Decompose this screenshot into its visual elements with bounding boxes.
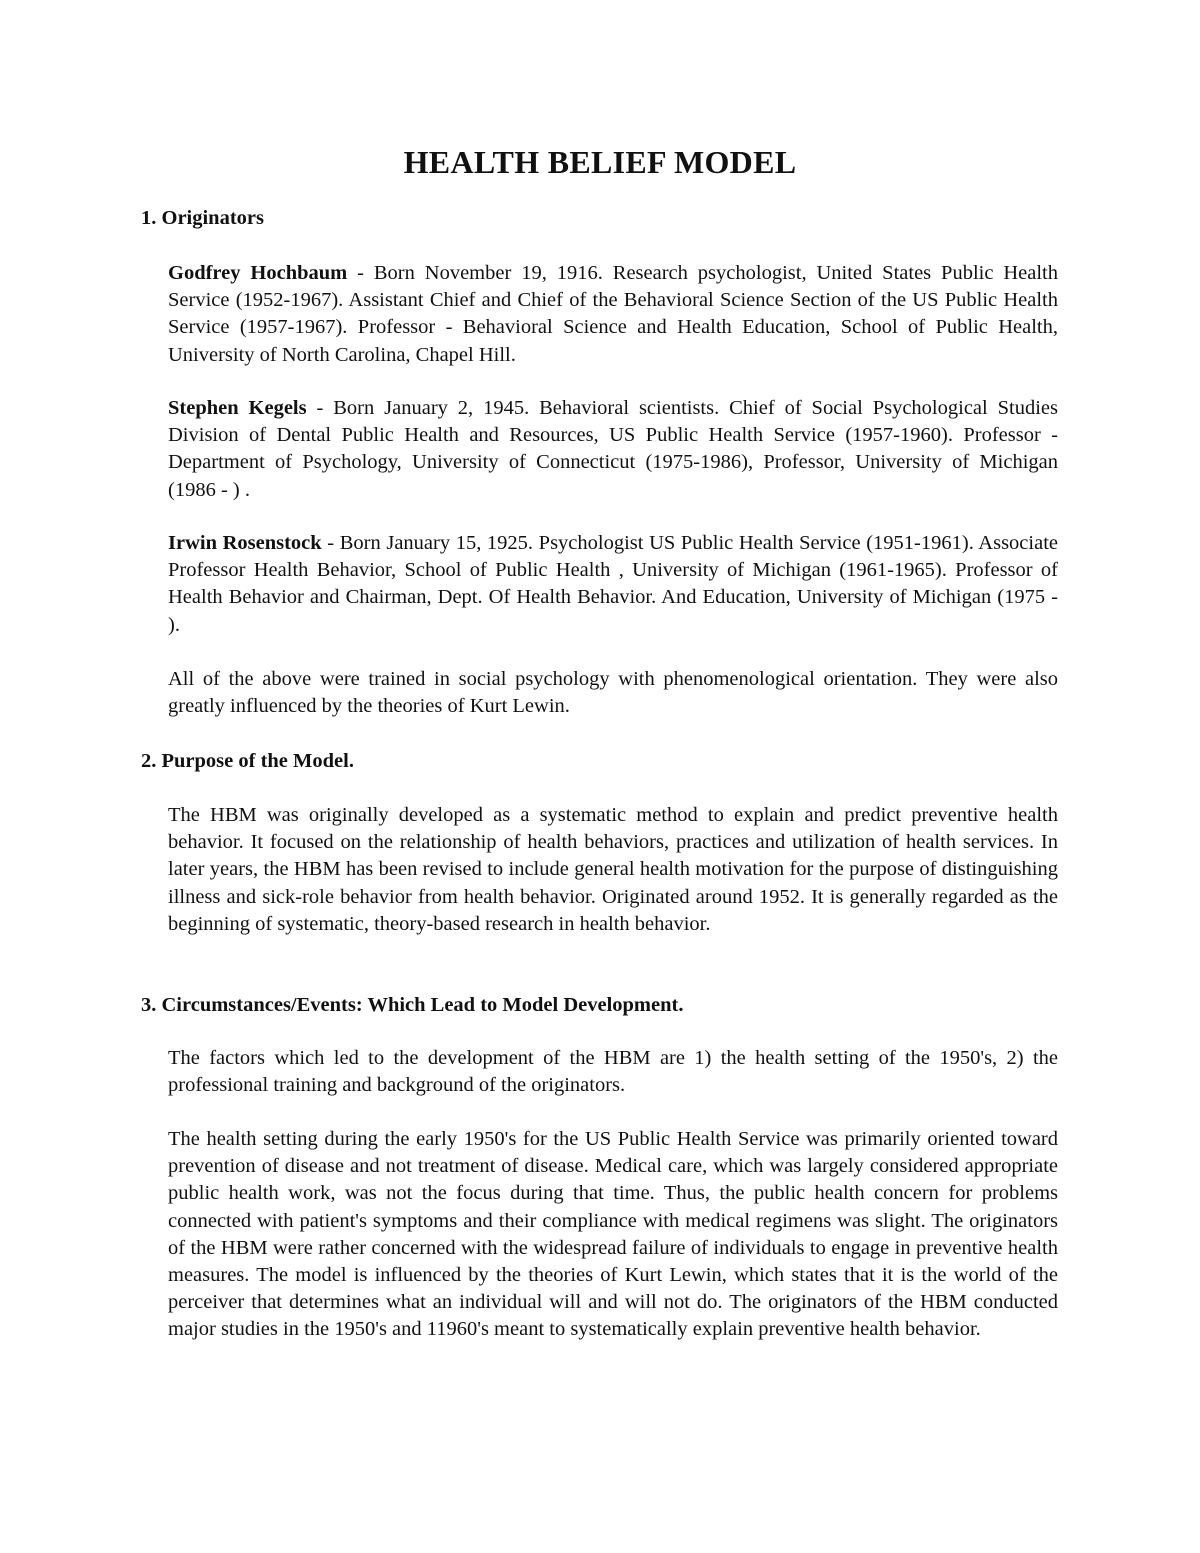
document-title: HEALTH BELIEF MODEL bbox=[403, 144, 797, 180]
paragraph-factors: The factors which led to the development of the HBM are 1) the health setting of the 1950's, 2) the professional training and background of the originators. bbox=[168, 1047, 1058, 1097]
originator-name: Irwin Rosenstock bbox=[168, 532, 322, 554]
originator-name: Stephen Kegels bbox=[168, 397, 307, 419]
section-heading-originators: 1. Originators bbox=[141, 207, 264, 229]
paragraph-health-setting: The health setting during the early 1950's for the US Public Health Service was primarily oriented toward prevention of disease and not treatment of disease. Medical care, which was largely considered appropriate public health work, was not the focus during that time. Thus, the public health concern for problems connected with patient's symptoms and their compliance with medical regimens was slight. The originators of the HBM were rather concerned with the widespread failure of individuals to engage in preventive health measures. The model is influenced by the theories of Kurt Lewin, which states that it is the world of the perceiver that determines what an individual will and will not do. The originators of the HBM conducted major studies in the 1950's and 11960's meant to systematically explain preventive health behavior. bbox=[168, 1128, 1058, 1341]
originator-bio: - Born January 15, 1925. Psychologist US Public Health Service (1951-1961). Associate Professor Health Behavior, School of Public Health , University of Michigan (1961-1965). Professor of Health Behavior and Chairman, Dept. Of Health Behavior. And Education, University of Michigan (1975 - ). bbox=[168, 532, 1058, 636]
section-heading-purpose: 2. Purpose of the Model. bbox=[141, 750, 354, 772]
paragraph-hochbaum bbox=[168, 260, 1058, 369]
originator-bio: - Born January 2, 1945. Behavioral scientists. Chief of Social Psychological Studies Division of Dental Public Health and Resources, US Public Health Service (1957-1960). Professor - Department of Psychology, University of Connecticut (1975-1986), Professor, University of Michigan (1986 - ) . bbox=[168, 397, 1058, 501]
section-heading-circumstances: 3. Circumstances/Events: Which Lead to Model Development. bbox=[141, 994, 684, 1016]
paragraph-training-summary: All of the above were trained in social psychology with phenomenological orientation. They were also greatly influenced by the theories of Kurt Lewin. bbox=[168, 668, 1058, 718]
paragraph-rosenstock bbox=[168, 530, 1058, 639]
originator-bio: - Born November 19, 1916. Research psychologist, United States Public Health Service (1952-1967). Assistant Chief and Chief of the Behavioral Science Section of the US Public Health Service (1957-1967). Professor - Behavioral Science and Health Education, School of Public Health, University of North Carolina, Chapel Hill. bbox=[168, 262, 1058, 366]
paragraph-purpose: The HBM was originally developed as a systematic method to explain and predict preventive health behavior. It focused on the relationship of health behaviors, practices and utilization of health services. In later years, the HBM has been revised to include general health motivation for the purpose of distinguishing illness and sick-role behavior from health behavior. Originated around 1952. It is generally regarded as the beginning of systematic, theory-based research in health behavior. bbox=[168, 804, 1058, 935]
paragraph-kegels bbox=[168, 395, 1058, 504]
originator-name: Godfrey Hochbaum bbox=[168, 262, 348, 284]
